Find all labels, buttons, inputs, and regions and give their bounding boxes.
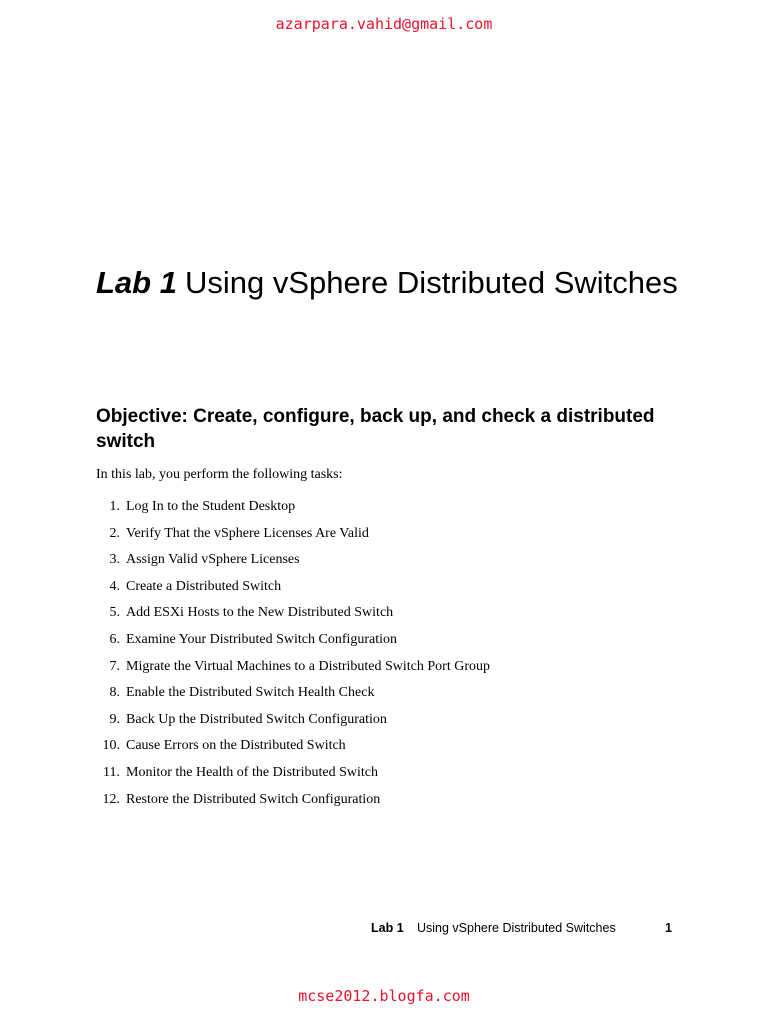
task-list <box>96 497 490 816</box>
lab-title-text: Using vSphere Distributed Switches <box>184 265 678 300</box>
footer-lab-number: Lab 1 <box>371 921 404 935</box>
task-item <box>96 683 490 710</box>
task-text: Create a Distributed Switch <box>126 578 282 594</box>
task-item <box>96 630 490 657</box>
task-item <box>96 736 490 763</box>
task-text: Restore the Distributed Switch Configuration <box>126 791 381 807</box>
task-text: Enable the Distributed Switch Health Check <box>126 685 375 701</box>
task-number: 4. <box>109 578 120 594</box>
task-text: Log In to the Student Desktop <box>126 499 296 514</box>
page-number: 1 <box>665 921 672 935</box>
watermark-email: azarpara.vahid@gmail.com <box>275 15 493 33</box>
task-number: 10. <box>102 738 120 754</box>
task-text: Assign Valid vSphere Licenses <box>126 552 300 568</box>
watermark-blog: mcse2012.blogfa.com <box>298 987 470 1005</box>
task-item <box>96 550 490 577</box>
footer-title: Using vSphere Distributed Switches <box>417 921 616 935</box>
objective-heading: Objective: Create, configure, back up, and check a distributed switch <box>96 406 655 452</box>
task-item <box>96 790 490 817</box>
task-text: Migrate the Virtual Machines to a Distributed Switch Port Group <box>126 658 491 674</box>
task-item <box>96 603 490 630</box>
task-text: Verify That the vSphere Licenses Are Valid <box>126 525 369 541</box>
task-number: 3. <box>109 552 120 568</box>
task-number: 6. <box>109 631 120 647</box>
lab-title <box>96 263 696 303</box>
task-text: Monitor the Health of the Distributed Switch <box>126 764 378 780</box>
task-number: 2. <box>109 525 120 541</box>
task-number: 5. <box>109 605 120 621</box>
task-number: 8. <box>109 685 120 701</box>
task-item <box>96 497 490 524</box>
task-text: Cause Errors on the Distributed Switch <box>126 738 346 754</box>
task-number: 9. <box>109 711 120 727</box>
task-item <box>96 763 490 790</box>
task-number: 1. <box>109 499 120 514</box>
task-text: Back Up the Distributed Switch Configuration <box>126 711 387 727</box>
task-item <box>96 577 490 604</box>
task-number: 12. <box>102 791 120 807</box>
task-item <box>96 657 490 684</box>
task-number: 11. <box>103 764 120 780</box>
task-text: Examine Your Distributed Switch Configuration <box>126 631 398 647</box>
task-item <box>96 524 490 551</box>
task-item <box>96 710 490 737</box>
intro-text: In this lab, you perform the following tasks: <box>96 467 343 482</box>
task-text: Add ESXi Hosts to the New Distributed Switch <box>126 605 394 621</box>
task-number: 7. <box>109 658 120 674</box>
lab-number: Lab 1 <box>96 265 177 300</box>
